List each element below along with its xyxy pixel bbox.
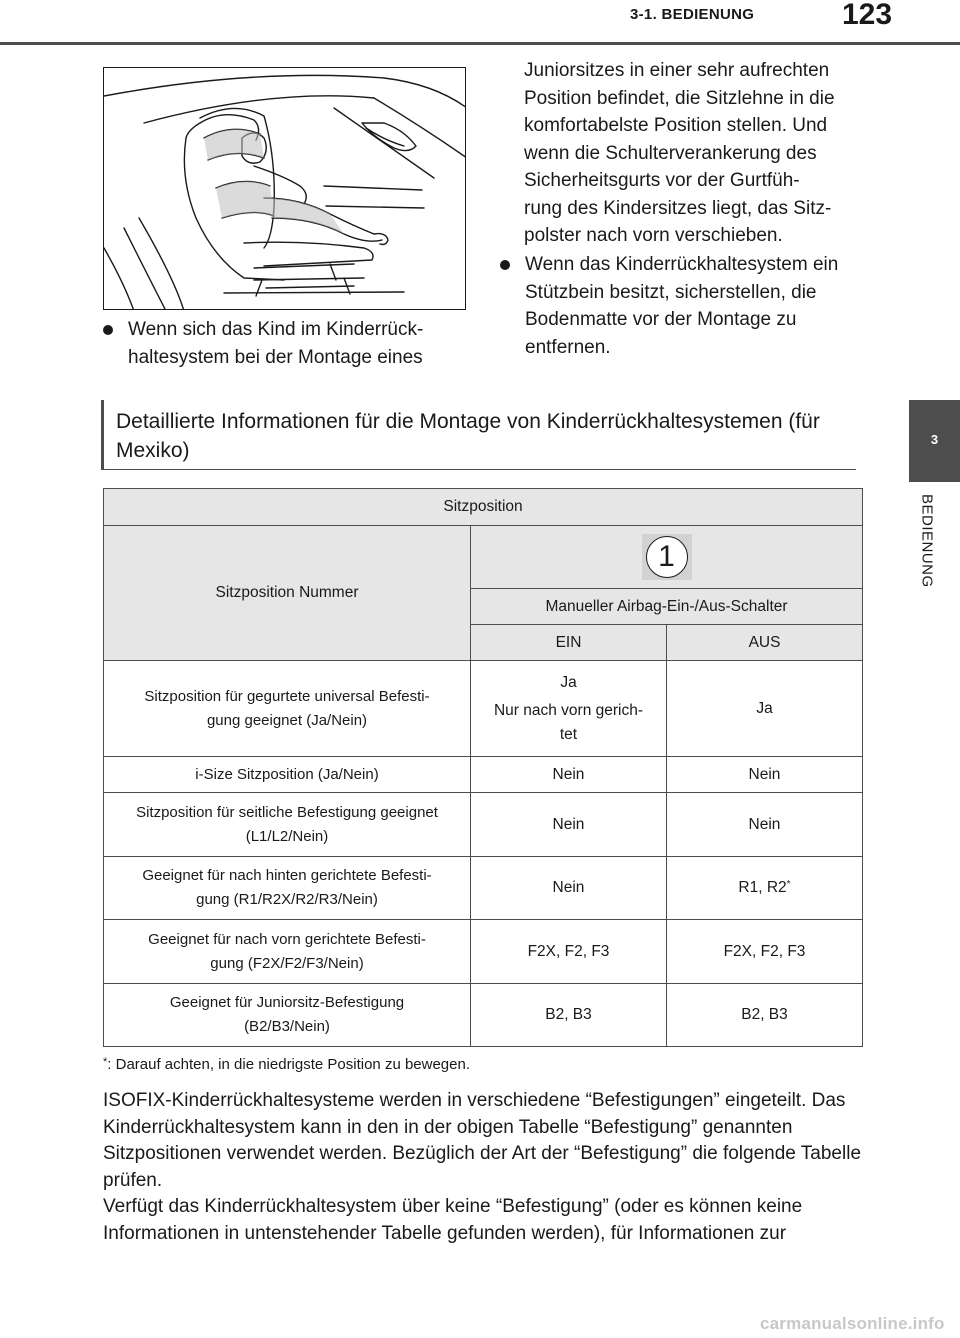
bullet-recline-note bbox=[103, 316, 463, 376]
bullet-text: Wenn sich das Kind im Kinderrück- haltesystem bei der Montage eines bbox=[128, 319, 424, 368]
table-row bbox=[104, 857, 863, 920]
row-label: Sitzposition für seitliche Befestigung geeignet (L1/L2/Nein) bbox=[104, 793, 471, 857]
row-label: i-Size Sitzposition (Ja/Nein) bbox=[104, 757, 471, 793]
col-on: EIN bbox=[471, 625, 667, 661]
row-label: Geeignet für Juniorsitz-Befestigung (B2/B3/Nein) bbox=[104, 984, 471, 1047]
row-on-bottom: Nur nach vorn gerich- tet bbox=[493, 701, 644, 743]
row-on: Nein bbox=[471, 793, 667, 857]
bullet-support-leg bbox=[500, 251, 865, 366]
row-on: Nein bbox=[471, 757, 667, 793]
chapter-tab bbox=[909, 400, 960, 482]
body-paragraph-1: ISOFIX-Kinderrückhaltesysteme werden in verschiedene “Befestigungen” eingeteilt. Das Kinderrückhaltesystem kann in den in der obigen Tabelle “Befestigung” genannten Sitzpositionen verwendet werden. Bezüglich der Art der “Befestigung” die folgende Tabelle prüfen. bbox=[103, 1090, 862, 1191]
page-number: 123 bbox=[842, 0, 893, 31]
position-badge bbox=[642, 534, 692, 580]
footnote-mark: * bbox=[786, 879, 791, 890]
watermark: carmanualsonline.info bbox=[760, 1314, 945, 1333]
row-off: F2X, F2, F3 bbox=[667, 920, 863, 984]
row-on: F2X, F2, F3 bbox=[471, 920, 667, 984]
table-title: Sitzposition bbox=[104, 489, 863, 526]
table-row bbox=[104, 920, 863, 984]
bullet-dot bbox=[500, 260, 510, 270]
chapter-label-wrap bbox=[916, 494, 938, 624]
switch-label: Manueller Airbag-Ein-/Aus-Schalter bbox=[471, 589, 863, 625]
header-rule bbox=[0, 42, 960, 45]
row-label: Geeignet für nach vorn gerichtete Befesti- gung (F2X/F2/F3/Nein) bbox=[104, 920, 471, 984]
section-heading: Detaillierte Informationen für die Montage von Kinderrückhaltesystemen (für Mexiko) bbox=[116, 410, 820, 462]
continuation-paragraph: Juniorsitzes in einer sehr aufrechten Position befindet, die Sitzlehne in die komfortabelste Position stellen. Und wenn die Schulterverankerung des Sicherheitsgurts vor der Gurtfüh- rung des Kindersitzes liegt, das Sitz- polster nach vorn verschieben. bbox=[524, 60, 835, 246]
section-heading-box bbox=[101, 400, 856, 470]
body-text bbox=[103, 1088, 863, 1247]
row-header-label: Sitzposition Nummer bbox=[104, 526, 471, 661]
bullet-dot bbox=[103, 325, 113, 335]
table-row bbox=[104, 793, 863, 857]
col-off: AUS bbox=[667, 625, 863, 661]
footnote-star: * bbox=[103, 1056, 108, 1068]
row-on: Nein bbox=[471, 857, 667, 920]
table-row bbox=[104, 661, 863, 757]
chapter-number: 3 bbox=[930, 432, 939, 447]
table-row bbox=[104, 757, 863, 793]
row-off: B2, B3 bbox=[667, 984, 863, 1047]
row-on: B2, B3 bbox=[471, 984, 667, 1047]
seat-position-table bbox=[103, 488, 863, 1047]
table-row bbox=[104, 984, 863, 1047]
row-off: Ja bbox=[667, 661, 863, 757]
body-paragraph-2: Verfügt das Kinderrückhaltesystem über keine “Befestigung” (oder es können keine Informationen in untenstehender Tabelle gefunden werden), für Informationen zur bbox=[103, 1196, 803, 1244]
child-seat-drawing bbox=[104, 68, 466, 310]
footnote bbox=[103, 1056, 470, 1073]
bullet-text: Wenn das Kinderrückhaltesystem ein Stützbein besitzt, sicherstellen, die Bodenmatte vor der Montage zu entfernen. bbox=[525, 254, 839, 358]
row-off-cell bbox=[667, 857, 863, 920]
row-off: Nein bbox=[667, 757, 863, 793]
child-seat-illustration bbox=[103, 67, 466, 310]
position-number-cell bbox=[471, 526, 863, 589]
chapter-label: BEDIENUNG bbox=[918, 494, 936, 588]
row-on-cell bbox=[471, 661, 667, 757]
position-number: 1 bbox=[646, 536, 688, 578]
row-label: Sitzposition für gegurtete universal Befesti- gung geeignet (Ja/Nein) bbox=[104, 661, 471, 757]
section-title: 3-1. BEDIENUNG bbox=[630, 6, 755, 23]
row-label: Geeignet für nach hinten gerichtete Befesti- gung (R1/R2X/R2/R3/Nein) bbox=[104, 857, 471, 920]
row-on-top: Ja bbox=[560, 673, 577, 691]
footnote-text: : Darauf achten, in die niedrigste Position zu bewegen. bbox=[107, 1056, 471, 1073]
row-off: R1, R2 bbox=[738, 879, 787, 896]
row-off: Nein bbox=[667, 793, 863, 857]
